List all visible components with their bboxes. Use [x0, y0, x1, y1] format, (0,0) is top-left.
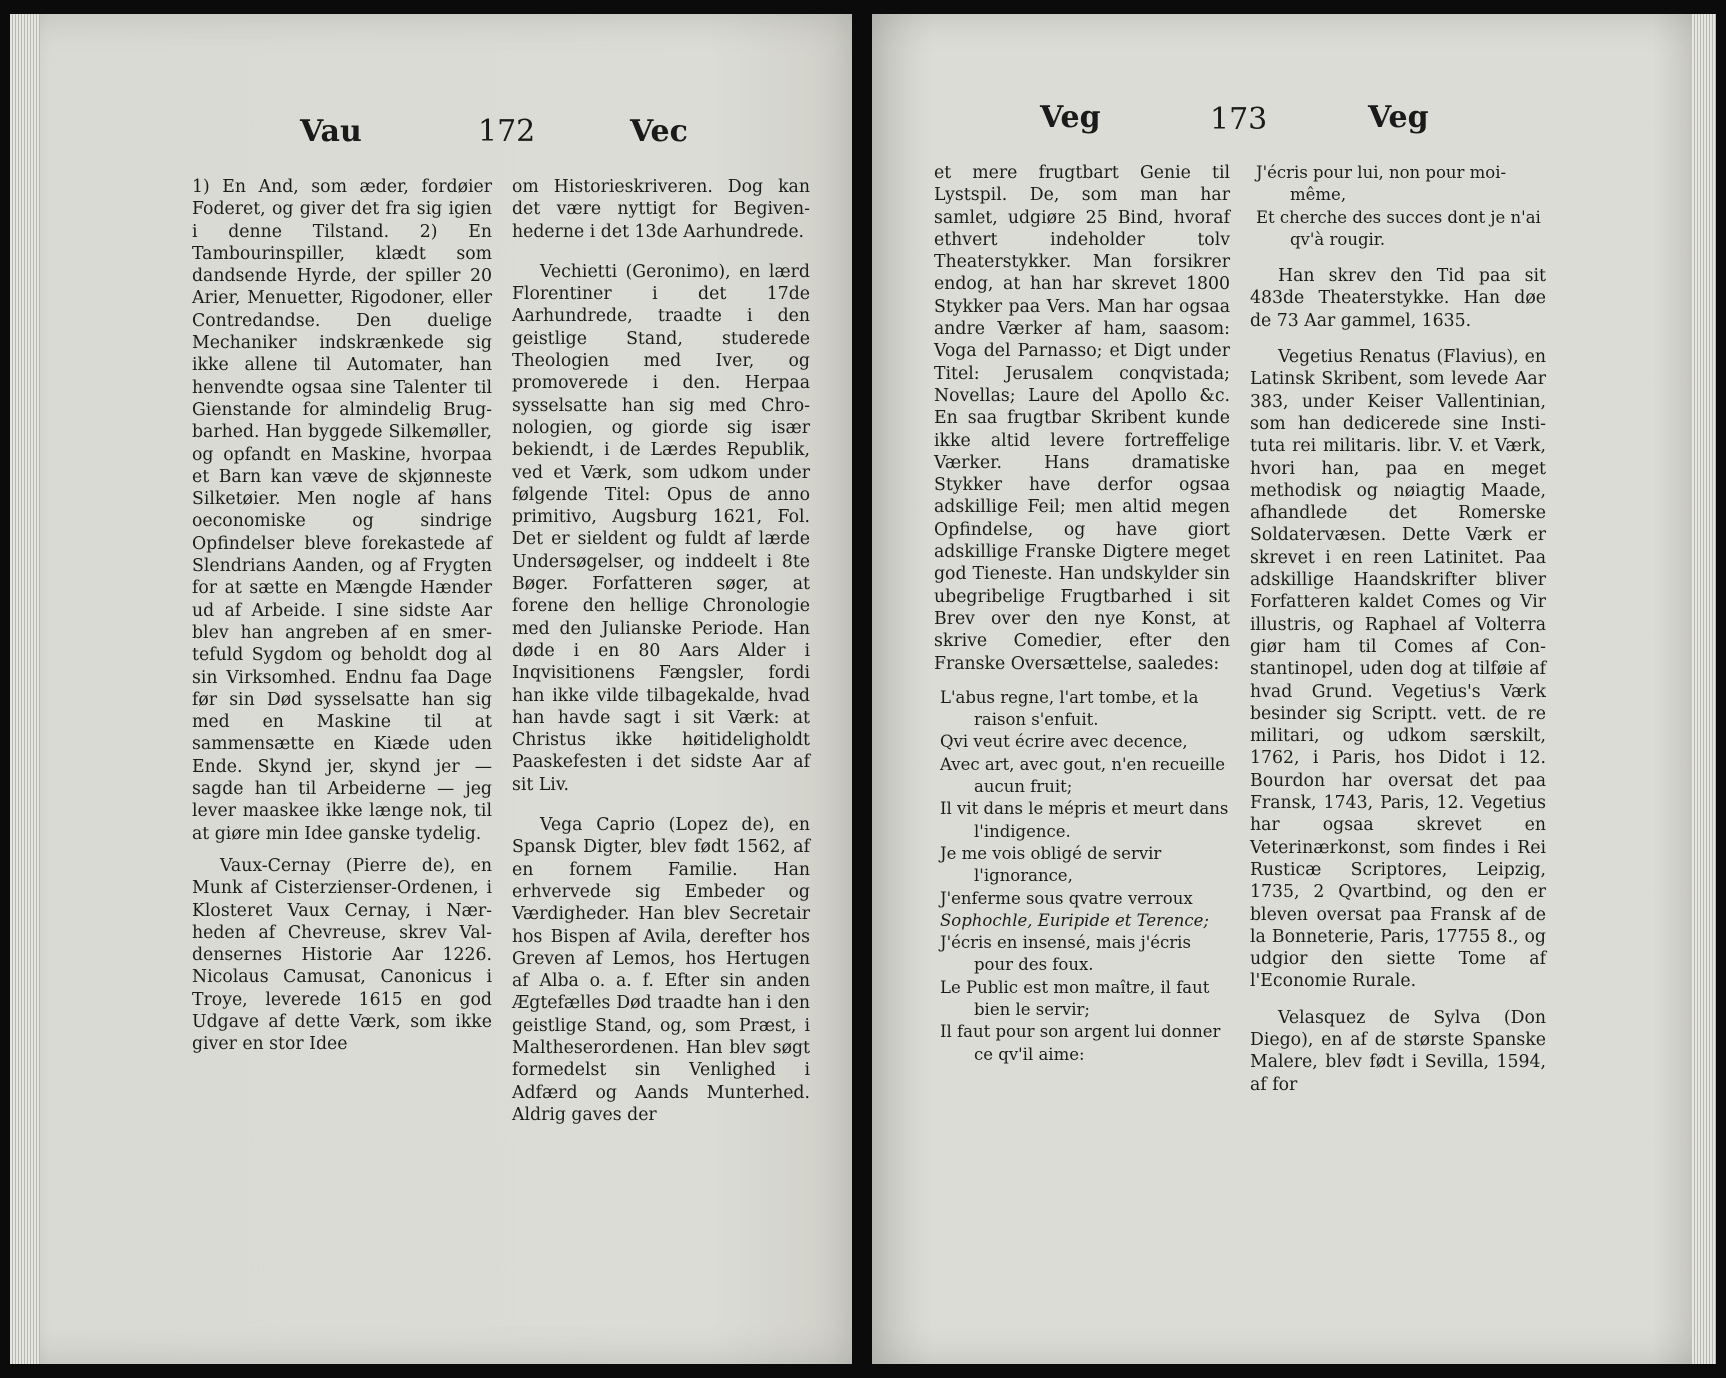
left-column-1	[192, 176, 492, 1056]
entry-velasquez: Velasquez de Sylva (Don Diego), en af de største Spanske Malere, blev født i Sevilla, 1594, af for	[1250, 1007, 1546, 1095]
page-number: 172	[478, 114, 536, 149]
verse-line: Je me vois obligé de servir l'ignorance,	[940, 843, 1162, 886]
verse-line: Il faut pour son argent lui donner ce qv'il aime:	[940, 1022, 1221, 1064]
right-page	[872, 14, 1716, 1364]
page-edges	[10, 14, 40, 1364]
left-page	[10, 14, 852, 1364]
entry-vechietti: Vechietti (Geronimo), en lærd Florentiner i det 17de Aarhundrede, traadte i den geistlige Stand, studerede Theologien med Iver, og promoverede i den. Herpaa sysselsatte han sig med Chronologien, og giorde sig især bekiendt, i de Lærdes Republik, ved et Værk, som udkom under følgende Titel: Opus de anno primitivo, Augsburg 1621, Fol. Det er sieldent og fuldt af lærde Undersøgelser, og inddeelt i 8te Bøger. Forfatteren søger, at forene den hellige Chronologie med den Julianske Periode. Han døde i en 80 Aars Alder i Inqvisitionens Fængsler, fordi han ikke vilde tilbagekalde, hvad han havde sagt i sit Værk: at Christus ikke høitideligholdt Paaskefesten i det sidste Aar af sit Liv.	[512, 261, 810, 795]
verse-quotation-continued	[1250, 162, 1546, 251]
verse-line: J'écris en insensé, mais j'écris pour des foux.	[940, 933, 1191, 975]
right-column-1	[934, 162, 1230, 1066]
verse-line: Le Public est mon maître, il faut bien le servir;	[940, 977, 1210, 1019]
page-number: 173	[1210, 102, 1268, 137]
page-edges	[1692, 14, 1716, 1364]
verse-line: J'écris pour lui, non pour moi-même,	[1256, 163, 1507, 205]
running-head-right: Veg	[1368, 100, 1429, 135]
entry-vegetius: Vegetius Renatus (Flavius), en Latinsk Skribent, som levede Aar 383, under Keiser Vallentinian, som han dedicerede sine Instituta rei militaris. libr. V. et Værk, hvori han, paa en meget methodisk og nøiagtig Maade, afhandlede det Romerske Soldatervæsen. Dette Værk er skrevet i en reen Latinitet. Paa adskillige Haandskrifter bliver Forfatteren kaldet Comes og Vir illustris, og Raphael af Volterra giør ham til Comes af Constantinopel, uden dog at tilføie af hvad Grund. Vegetius's Værk besinder sig Scriptt. vett. de re militari, og udkom særskilt, 1762, i Paris, hos Didot i 12. Bourdon har oversat det paa Fransk, 1743, Paris, 12. Vegetius har ogsaa skrevet en Veterinærkonst, som findes i Rei Rusticæ Scriptores, Leipzig, 1735, 2 Qvartbind, og den er bleven oversat paa Fransk af de la Bonneterie, Paris, 17755 8., og udgior den siette Tome af l'Economie Rurale.	[1250, 347, 1546, 992]
verse-line: J'enferme sous qvatre verroux	[940, 888, 1193, 908]
paragraph: et mere frugtbart Genie til Lystspil. De, som man har samlet, udgiøre 25 Bind, hvoraf ethvert indeholder tolv Theaterstykker. Man forsikrer endog, at han har skrevet 1800 Stykker paa Vers. Man har ogsaa andre Værker af ham, saasom: Voga del Parnasso; et Digt under Titel: Jerusalem conqvistada; Novellas; Laure del Apollo &c. En saa frugtbar Skribent kunde ikke altid levere fortreffelige Værker. Hans dramatiske Stykker have derfor ogsaa adskillige Feil; men altid megen Opfindelse, og have giort adskillige Franske Digtere meget god Tieneste. Han undskylder sin ubegribelige Frugtbarhed i sit Brev over den nye Konst, at skrive Comedier, efter den Franske Oversættelse, saaledes:	[934, 163, 1230, 674]
paragraph: om Historieskriveren. Dog kan det være nyttigt for Begivenhederne i det 13de Aarhundrede.	[512, 177, 810, 242]
verse-line: L'abus regne, l'art tombe, et la raison s'enfuit.	[940, 687, 1199, 730]
verse-line: Avec art, avec gout, n'en recueille aucun fruit;	[940, 754, 1225, 797]
running-head-left: Veg	[1040, 100, 1101, 135]
verse-line: Il vit dans le mépris et meurt dans l'indigence.	[940, 799, 1229, 841]
verse-line: Et cherche des succes dont je n'ai qv'à rougir.	[1256, 207, 1541, 249]
verse-line: Qvi veut écrire avec decence,	[940, 732, 1188, 752]
entry-vega-caprio: Vega Caprio (Lopez de), en Spansk Digter, blev født 1562, af en fornem Familie. Han erhvervede sig Embeder og Værdigheder. Han blev Secretair hos Bispen af Avila, derefter hos Greven af Lemos, hos Hertugen af Alba o. a. f. Efter sin anden Ægtefælles Død traadte han i den geistlige Stand, og, som Præst, i Maltheserordenen. Han blev søgt formedelst sin Venlighed i Adfærd og Aands Munterhed. Aldrig gaves der	[512, 815, 810, 1125]
running-head-right: Vec	[630, 114, 688, 149]
paragraph: Han skrev den Tid paa sit 483de Theaterstykke. Han døe de 73 Aar gammel, 1635.	[1250, 266, 1546, 331]
left-column-2	[512, 176, 810, 1126]
running-head-left: Vau	[300, 114, 362, 149]
right-column-2	[1250, 162, 1546, 1096]
entry-vaux-cernay: Vaux-Cernay (Pierre de), en Munk af Cisterzienser-Ordenen, i Klosteret Vaux Cernay, i Nærheden af Chevreuse, skrev Valdensernes Historie Aar 1226. Nicolaus Camusat, Canonicus i Troye, leverede 1615 en god Udgave af dette Værk, som ikke giver en stor Idee	[192, 855, 492, 1055]
verse-line: Sophochle, Euripide et Terence;	[940, 910, 1209, 930]
paragraph: 1) En And, som æder, fordøier Foderet, og giver det fra sig igien i denne Tilstand. 2) En Tambourinspiller, klædt som dandsende Hyrde, der spiller 20 Arier, Menuetter, Rigodoner, eller Contredandse. Den duelige Mechaniker indskrænkede sig ikke allene til Automater, han henvendte ogsaa sine Talenter til Gienstande for almindelig Brugbarhed. Han byggede Silkemøller, og opfandt en Maskine, hvorpaa et Barn kan væve de skjønneste Silketøier. Men nogle af hans oeconomiske og sindrige Opfindelser bleve forekastede af Slendrians Aanden, og af Frygten for at sætte en Mængde Hænder ud af Arbeide. I sine sidste Aar blev han angreben af en smertefuld Sygdom og beholdt dog al sin Virksomhed. Endnu faa Dage før sin Død sysselsatte han sig med en Maskine til at sammensætte en Kiæde uden Ende. Skynd jer, skynd jer — sagde han til Arbeiderne — jeg lever maaskee ikke længe nok, til at giøre min Idee ganske tydelig.	[192, 177, 492, 844]
verse-quotation	[934, 687, 1230, 1066]
